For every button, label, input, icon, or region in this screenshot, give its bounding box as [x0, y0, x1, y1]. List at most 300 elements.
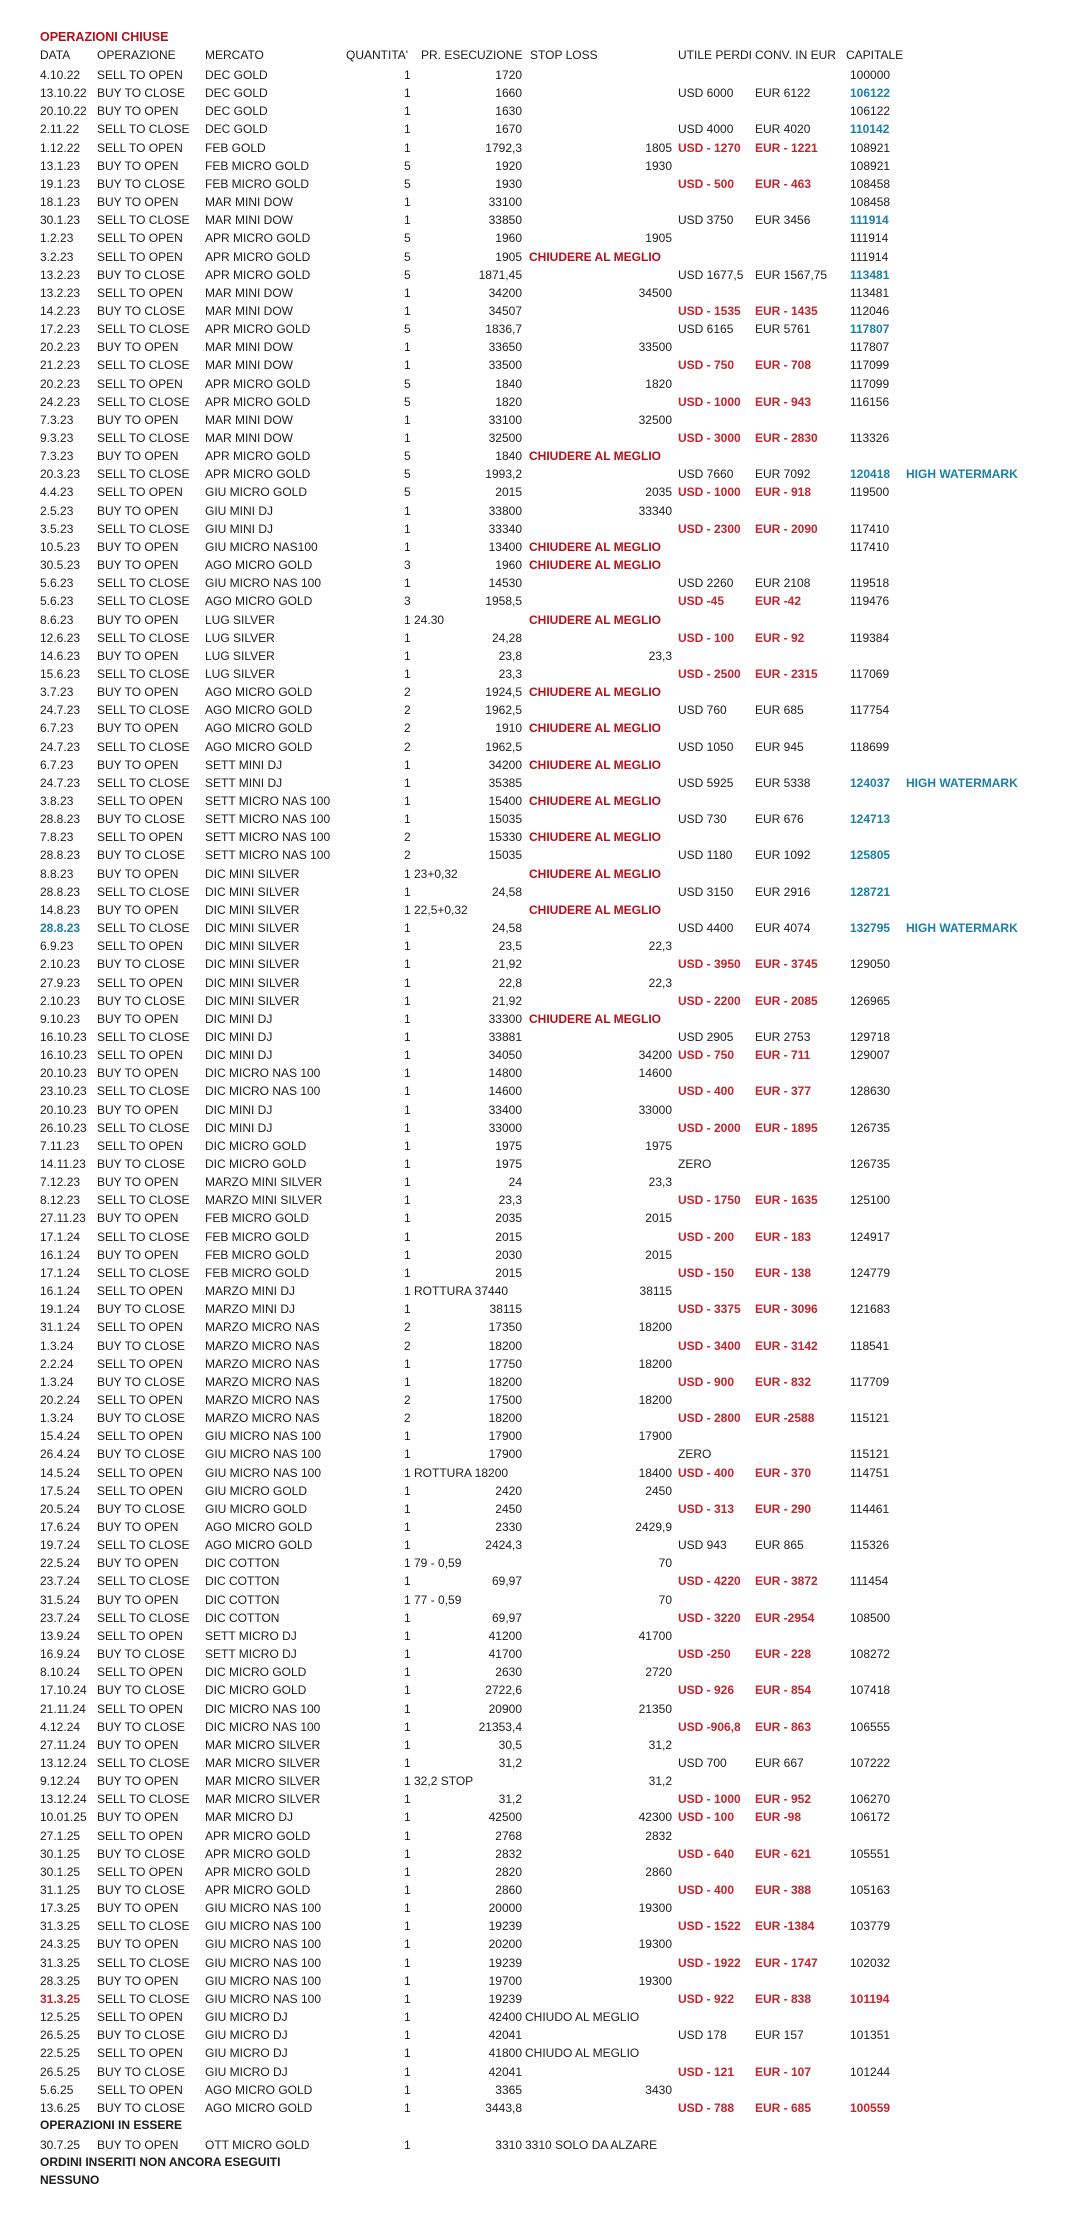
row-capital: 114751: [850, 1465, 890, 1480]
row-market: DIC MINI SILVER: [205, 884, 300, 899]
row-operation: BUY TO CLOSE: [97, 86, 186, 101]
row-capital: 101351: [850, 2028, 891, 2043]
row-operation: BUY TO OPEN: [97, 558, 179, 573]
row-operation: BUY TO CLOSE: [97, 1719, 186, 1734]
row-operation: BUY TO OPEN: [97, 340, 179, 355]
row-market: DIC MINI SILVER: [205, 975, 300, 990]
row-capital: 129718: [850, 1029, 891, 1044]
row-quantity: 1 ROTTURA 37440: [404, 1284, 509, 1299]
row-profit-loss-usd: USD - 922: [678, 1991, 735, 2006]
row-execution-price: 34200: [488, 757, 522, 772]
row-operation: SELL TO CLOSE: [97, 1029, 190, 1044]
row-market: DIC COTTON: [205, 1592, 280, 1607]
row-stop-loss: 1905: [645, 231, 672, 246]
row-quantity: 1: [404, 195, 411, 210]
row-date: 21.11.24: [40, 1701, 86, 1716]
row-profit-loss-usd: USD 2905: [678, 1029, 734, 1044]
row-profit-loss-usd: USD 1180: [678, 848, 733, 863]
row-operation: SELL TO CLOSE: [97, 1538, 190, 1553]
row-execution-price: 1958,5: [485, 594, 522, 609]
row-profit-loss-eur: EUR - 388: [755, 1883, 812, 1897]
row-market: DIC MINI SILVER: [205, 921, 300, 936]
table-row: [0, 738, 1088, 756]
row-operation: BUY TO CLOSE: [97, 1338, 186, 1353]
row-stop-note: CHIUDO AL MEGLIO: [525, 2046, 640, 2061]
row-date: 3.8.23: [40, 794, 74, 808]
row-market: MARZO MICRO NAS: [205, 1320, 320, 1335]
row-capital: 113481: [850, 267, 890, 282]
row-quantity: 5: [404, 231, 411, 246]
row-profit-loss-usd: USD 700: [678, 1755, 727, 1770]
table-row: [0, 846, 1088, 864]
row-market: GIU MICRO DJ: [205, 2064, 288, 2079]
table-row: [0, 2044, 1088, 2062]
row-execution-price: 1930: [495, 176, 522, 191]
row-capital: 118699: [850, 739, 890, 754]
row-date: 17.1.24: [40, 1229, 81, 1244]
row-profit-loss-eur: EUR 3456: [755, 213, 811, 228]
row-operation: BUY TO OPEN: [97, 866, 179, 881]
row-execution-price: 1836,7: [485, 322, 522, 337]
row-date: 3.7.23: [40, 685, 74, 700]
header-capital: CAPITALE: [846, 48, 904, 62]
row-profit-loss-eur: EUR - 1435: [755, 303, 818, 318]
row-market: DIC MINI SILVER: [205, 902, 300, 917]
row-capital: 117410: [850, 521, 890, 536]
row-quantity: 1: [404, 140, 411, 155]
row-operation: BUY TO CLOSE: [97, 2064, 186, 2079]
row-market: APR MICRO GOLD: [205, 1846, 311, 1861]
row-execution-price: 1920: [495, 158, 522, 173]
row-quantity: 1: [404, 993, 411, 1008]
row-note: CHIUDERE AL MEGLIO: [529, 794, 662, 808]
open-operations-title: OPERAZIONI IN ESSERE: [40, 2117, 183, 2132]
row-execution-price: 2860: [495, 1883, 522, 1897]
table-row: [0, 1935, 1088, 1953]
row-stop-loss: 33000: [638, 1102, 672, 1117]
high-watermark-badge: HIGH WATERMARK: [906, 775, 1018, 790]
row-date: 8.8.23: [40, 866, 74, 881]
row-operation: BUY TO OPEN: [97, 685, 179, 700]
row-capital: 128721: [850, 884, 891, 899]
row-quantity: 1: [404, 1828, 411, 1843]
row-profit-loss-usd: USD 2260: [678, 576, 734, 591]
row-date: 16.1.24: [40, 1284, 81, 1299]
row-profit-loss-usd: USD - 2300: [678, 521, 741, 536]
row-quantity: 1: [404, 1211, 411, 1226]
row-market: MAR MINI DOW: [205, 303, 293, 318]
row-stop-loss: 18400: [638, 1465, 672, 1480]
table-row: [0, 120, 1088, 138]
row-quantity: 1: [404, 2046, 411, 2061]
row-quantity: 1: [404, 86, 411, 101]
row-operation: SELL TO CLOSE: [97, 1193, 190, 1208]
row-execution-price: 2330: [495, 1520, 522, 1534]
row-date: 31.1.24: [40, 1320, 81, 1335]
row-profit-loss-usd: ZERO: [678, 1157, 712, 1171]
table-row: [0, 1228, 1088, 1246]
row-date: 14.8.23: [40, 902, 81, 917]
row-execution-price: 33400: [488, 1102, 522, 1117]
row-capital: 106270: [850, 1792, 891, 1807]
row-market: AGO MICRO GOLD: [205, 739, 313, 754]
row-date: 27.11.23: [40, 1211, 86, 1226]
row-stop-loss: 42300: [638, 1810, 672, 1825]
row-operation: SELL TO CLOSE: [97, 394, 190, 409]
table-row: [0, 338, 1088, 356]
row-quantity: 1 24.30: [404, 612, 445, 627]
row-date: 19.1.23: [40, 176, 81, 191]
closed-operations-title: OPERAZIONI CHIUSE: [40, 30, 169, 44]
row-date: 17.1.24: [40, 1265, 81, 1280]
row-date: 14.11.23: [40, 1157, 86, 1171]
row-quantity: 1: [404, 1120, 411, 1135]
row-market: DIC MICRO GOLD: [205, 1138, 307, 1153]
row-quantity: 1: [404, 1683, 411, 1698]
row-market: LUG SILVER: [205, 666, 275, 681]
row-date: 1.3.24: [40, 1338, 74, 1353]
row-operation: BUY TO CLOSE: [97, 848, 186, 863]
row-quantity: 2: [404, 1320, 411, 1335]
row-date: 7.11.23: [40, 1138, 80, 1153]
row-profit-loss-usd: USD 1677,5: [678, 267, 744, 282]
row-quantity: 1 79 - 0,59: [404, 1556, 462, 1571]
table-row: [0, 393, 1088, 411]
row-execution-price: 1975: [495, 1138, 522, 1153]
row-profit-loss-eur: EUR -42: [755, 594, 802, 609]
row-market: MAR MICRO SILVER: [205, 1755, 321, 1770]
table-row: [0, 1355, 1088, 1373]
table-row: [0, 1845, 1088, 1863]
row-quantity: 1: [404, 521, 411, 536]
row-quantity: 3: [404, 558, 411, 573]
row-stop-loss: 31,2: [648, 1737, 672, 1752]
row-operation: SELL TO CLOSE: [97, 1955, 190, 1970]
row-execution-price: 42500: [488, 1810, 522, 1825]
row-profit-loss-usd: USD - 400: [678, 1465, 735, 1480]
row-operation: BUY TO OPEN: [97, 1247, 179, 1262]
row-date: 28.3.25: [40, 1973, 81, 1988]
table-row: [0, 1609, 1088, 1627]
row-market: GIU MICRO DJ: [205, 2010, 288, 2025]
table-row: [0, 1028, 1088, 1046]
row-date: 20.10.23: [40, 1066, 87, 1081]
row-market: MARZO MICRO NAS: [205, 1392, 320, 1407]
row-operation: BUY TO CLOSE: [97, 1846, 186, 1861]
row-operation: SELL TO CLOSE: [97, 467, 190, 482]
row-market: MAR MINI DOW: [205, 285, 293, 300]
row-execution-price: 2424,3: [485, 1538, 522, 1553]
table-row: [0, 1119, 1088, 1137]
row-execution-price: 21,92: [491, 957, 522, 972]
row-quantity: 1: [404, 1193, 411, 1208]
row-execution-price: 1840: [495, 376, 522, 391]
row-stop-loss: 1805: [645, 140, 672, 155]
row-quantity: 1: [404, 921, 411, 936]
table-row: [0, 1954, 1088, 1972]
row-profit-loss-eur: EUR - 3872: [755, 1574, 818, 1589]
row-capital: 102032: [850, 1955, 891, 1970]
row-capital: 125100: [850, 1193, 891, 1208]
row-market: GIU MICRO NAS 100: [205, 1937, 322, 1952]
row-date: 15.6.23: [40, 666, 81, 681]
row-execution-price: 21353,4: [478, 1719, 522, 1734]
row-execution-price: 23,3: [498, 1193, 522, 1208]
row-date: 20.10.22: [40, 104, 87, 119]
row-operation: SELL TO CLOSE: [97, 521, 190, 536]
row-quantity: 1: [404, 340, 411, 355]
row-operation: BUY TO CLOSE: [97, 1883, 186, 1897]
row-capital: 117410: [850, 539, 890, 554]
row-date: 31.3.25: [40, 1991, 81, 2006]
row-market: MAR MINI DOW: [205, 431, 293, 445]
row-stop-loss: 38115: [639, 1284, 672, 1299]
row-capital: 126735: [850, 1120, 891, 1135]
row-date: 16.10.23: [40, 1029, 87, 1044]
row-market: SETT MICRO NAS 100: [205, 848, 331, 863]
row-operation: SELL TO CLOSE: [97, 322, 190, 337]
row-execution-price: 1630: [495, 104, 522, 119]
row-capital: 119476: [850, 594, 890, 609]
row-date: 19.7.24: [40, 1538, 81, 1553]
row-capital: 126735: [850, 1157, 891, 1171]
row-note: CHIUDERE AL MEGLIO: [529, 558, 662, 573]
row-profit-loss-eur: EUR - 2830: [755, 431, 818, 445]
row-market: SETT MICRO NAS 100: [205, 812, 331, 827]
row-operation: SELL TO OPEN: [97, 2046, 183, 2061]
row-quantity: 5: [404, 376, 411, 391]
row-execution-price: 15035: [488, 812, 522, 827]
row-execution-price: 69,97: [491, 1574, 522, 1589]
table-row: [0, 810, 1088, 828]
row-date: 23.7.24: [40, 1574, 81, 1589]
row-stop-loss: 33340: [638, 503, 672, 518]
row-market: MAR MINI DOW: [205, 412, 293, 427]
table-row: [0, 1863, 1088, 1881]
row-profit-loss-usd: USD - 640: [678, 1846, 735, 1861]
row-market: DEC GOLD: [205, 122, 268, 137]
row-stop-loss: 34500: [638, 285, 672, 300]
row-capital: 106172: [850, 1810, 891, 1825]
row-profit-loss-eur: EUR - 3142: [755, 1338, 818, 1353]
row-capital: 108272: [850, 1647, 891, 1662]
row-capital: 126965: [850, 993, 891, 1008]
row-capital: 106555: [850, 1719, 891, 1734]
row-profit-loss-usd: USD -250: [678, 1647, 731, 1662]
row-capital: 113481: [850, 285, 890, 300]
row-profit-loss-usd: USD - 788: [678, 2100, 735, 2115]
row-execution-price: 1792,3: [485, 140, 522, 155]
row-market: APR MICRO GOLD: [205, 322, 311, 337]
row-market: DIC COTTON: [205, 1556, 280, 1571]
row-market: MARZO MINI SILVER: [205, 1193, 323, 1208]
row-quantity: 1: [404, 1647, 411, 1662]
row-capital: 115326: [850, 1538, 890, 1553]
row-quantity: 1: [404, 1029, 411, 1044]
row-market: MAR MINI DOW: [205, 358, 293, 373]
table-row: [0, 611, 1088, 629]
row-operation: BUY TO OPEN: [97, 1066, 179, 1081]
row-operation: BUY TO OPEN: [97, 158, 179, 173]
table-row: [0, 1282, 1088, 1300]
row-profit-loss-usd: USD 6000: [678, 86, 734, 101]
table-row: [0, 1827, 1088, 1845]
table-row: [0, 211, 1088, 229]
row-profit-loss-eur: EUR - 863: [755, 1719, 812, 1734]
row-market: GIU MICRO GOLD: [205, 1501, 308, 1516]
table-row: [0, 1191, 1088, 1209]
row-quantity: 1: [404, 1991, 411, 2006]
row-market: MARZO MINI DJ: [205, 1302, 295, 1317]
row-stop-loss: 23,3: [648, 648, 672, 663]
row-operation: BUY TO CLOSE: [97, 1157, 186, 1171]
row-operation: SELL TO OPEN: [97, 1356, 183, 1371]
table-row: [0, 157, 1088, 175]
row-execution-price: 3443,8: [485, 2100, 522, 2115]
row-operation: BUY TO OPEN: [97, 1901, 179, 1916]
row-profit-loss-eur: EUR - 1747: [755, 1955, 818, 1970]
row-quantity: 1: [404, 1810, 411, 1825]
row-operation: SELL TO OPEN: [97, 1320, 183, 1335]
row-operation: BUY TO OPEN: [97, 1556, 179, 1571]
row-market: AGO MICRO GOLD: [205, 721, 313, 736]
row-quantity: 1: [404, 2064, 411, 2079]
row-date: 30.1.25: [40, 1846, 81, 1861]
row-operation: BUY TO OPEN: [97, 721, 179, 736]
row-execution-price: 1670: [495, 122, 522, 137]
row-note: CHIUDERE AL MEGLIO: [529, 830, 662, 845]
row-quantity: 1: [404, 1265, 411, 1280]
row-market: DIC MINI DJ: [205, 1102, 273, 1117]
row-quantity: 1: [404, 666, 411, 681]
row-profit-loss-usd: USD - 100: [678, 630, 735, 645]
table-row: [0, 266, 1088, 284]
row-profit-loss-eur: EUR -2954: [755, 1610, 815, 1625]
row-operation: SELL TO OPEN: [97, 140, 183, 155]
row-quantity: 1: [404, 1138, 411, 1153]
row-operation: SELL TO CLOSE: [97, 630, 190, 645]
row-operation: SELL TO CLOSE: [97, 213, 190, 228]
row-capital: 119384: [850, 630, 890, 645]
row-date: 27.1.25: [40, 1828, 81, 1843]
row-date: 13.1.23: [40, 158, 81, 173]
row-execution-price: 2015: [495, 1265, 522, 1280]
row-quantity: 1: [404, 1501, 411, 1516]
table-row: [0, 683, 1088, 701]
row-execution-price: 18200: [488, 1374, 522, 1389]
table-row: [0, 302, 1088, 320]
row-market: SETT MICRO DJ: [205, 1628, 297, 1643]
row-profit-loss-eur: EUR 945: [755, 739, 804, 754]
row-capital: 111454: [850, 1574, 889, 1589]
row-date: 28.8.23: [40, 884, 81, 899]
row-execution-price: 24: [508, 1175, 522, 1190]
row-execution-price: 17750: [488, 1356, 522, 1371]
header-stop-loss: STOP LOSS: [530, 48, 598, 62]
row-operation: SELL TO CLOSE: [97, 358, 190, 373]
row-capital: 115121: [850, 1411, 890, 1426]
row-execution-price: 34200: [488, 285, 522, 300]
row-market: MAR MINI DOW: [205, 195, 293, 210]
row-profit-loss-usd: USD 178: [678, 2028, 727, 2043]
row-quantity: 1 32,2 STOP: [404, 1774, 474, 1789]
row-stop-loss: 18200: [638, 1320, 672, 1335]
row-market: AGO MICRO GOLD: [205, 703, 313, 718]
row-market: MARZO MICRO NAS: [205, 1356, 320, 1371]
row-execution-price: 18200: [488, 1338, 522, 1353]
row-profit-loss-usd: USD - 1000: [678, 485, 741, 500]
row-operation: BUY TO OPEN: [97, 1520, 179, 1534]
table-row: [0, 629, 1088, 647]
row-profit-loss-eur: EUR 7092: [755, 467, 811, 482]
row-execution-price: 1924,5: [485, 685, 522, 700]
row-note: CHIUDERE AL MEGLIO: [529, 721, 662, 736]
row-quantity: 1: [404, 431, 411, 445]
table-row: [0, 1391, 1088, 1409]
row-market: DIC MICRO GOLD: [205, 1665, 307, 1680]
table-row: [0, 1427, 1088, 1445]
row-market: GIU MICRO NAS 100: [205, 1901, 322, 1916]
table-row: [0, 538, 1088, 556]
row-operation: BUY TO OPEN: [97, 1175, 179, 1190]
row-profit-loss-usd: USD - 2000: [678, 1120, 741, 1135]
row-quantity: 2: [404, 721, 411, 736]
row-date: 20.2.23: [40, 340, 81, 355]
row-date: 13.12.24: [40, 1755, 87, 1770]
row-profit-loss-eur: EUR - 918: [755, 485, 812, 500]
table-row: [0, 2063, 1088, 2081]
row-operation: SELL TO CLOSE: [97, 1610, 190, 1625]
row-profit-loss-eur: EUR - 290: [755, 1501, 812, 1516]
row-execution-price: 19239: [488, 1991, 522, 2006]
row-capital: 111914: [850, 231, 889, 246]
row-stop-loss: 19300: [638, 1901, 672, 1916]
row-execution-price: 24,58: [491, 921, 522, 936]
row-execution-price: 20200: [488, 1937, 522, 1952]
row-profit-loss-eur: EUR - 621: [755, 1846, 812, 1861]
row-quantity: 1: [404, 1429, 411, 1444]
table-row: [0, 955, 1088, 973]
row-profit-loss-eur: EUR - 832: [755, 1374, 812, 1389]
row-capital: 107222: [850, 1755, 891, 1770]
row-capital: 108500: [850, 1610, 891, 1625]
row-capital: 105163: [850, 1883, 891, 1897]
row-profit-loss-usd: USD 3750: [678, 213, 734, 228]
row-market: DIC MINI DJ: [205, 1011, 273, 1026]
row-date: 7.12.23: [40, 1175, 81, 1190]
row-profit-loss-eur: EUR - 228: [755, 1647, 812, 1662]
row-date: 26.10.23: [40, 1120, 87, 1135]
row-quantity: 1: [404, 1610, 411, 1625]
row-market: GIU MICRO GOLD: [205, 1483, 308, 1498]
row-profit-loss-usd: USD - 2200: [678, 993, 741, 1008]
row-quantity: 1: [404, 1011, 411, 1026]
table-row: [0, 756, 1088, 774]
table-row: [0, 1082, 1088, 1100]
table-row: [0, 1409, 1088, 1427]
row-operation: SELL TO OPEN: [97, 1138, 183, 1153]
row-capital: 132795: [850, 921, 891, 936]
table-row: [0, 2099, 1088, 2117]
row-operation: BUY TO CLOSE: [97, 957, 186, 972]
row-market: AGO MICRO GOLD: [205, 594, 313, 609]
row-operation: BUY TO CLOSE: [97, 2028, 186, 2043]
row-profit-loss-usd: USD 7660: [678, 467, 734, 482]
row-profit-loss-usd: USD 4400: [678, 921, 734, 936]
row-operation: SELL TO OPEN: [97, 231, 183, 246]
row-operation: SELL TO OPEN: [97, 830, 183, 845]
table-row: [0, 1881, 1088, 1899]
